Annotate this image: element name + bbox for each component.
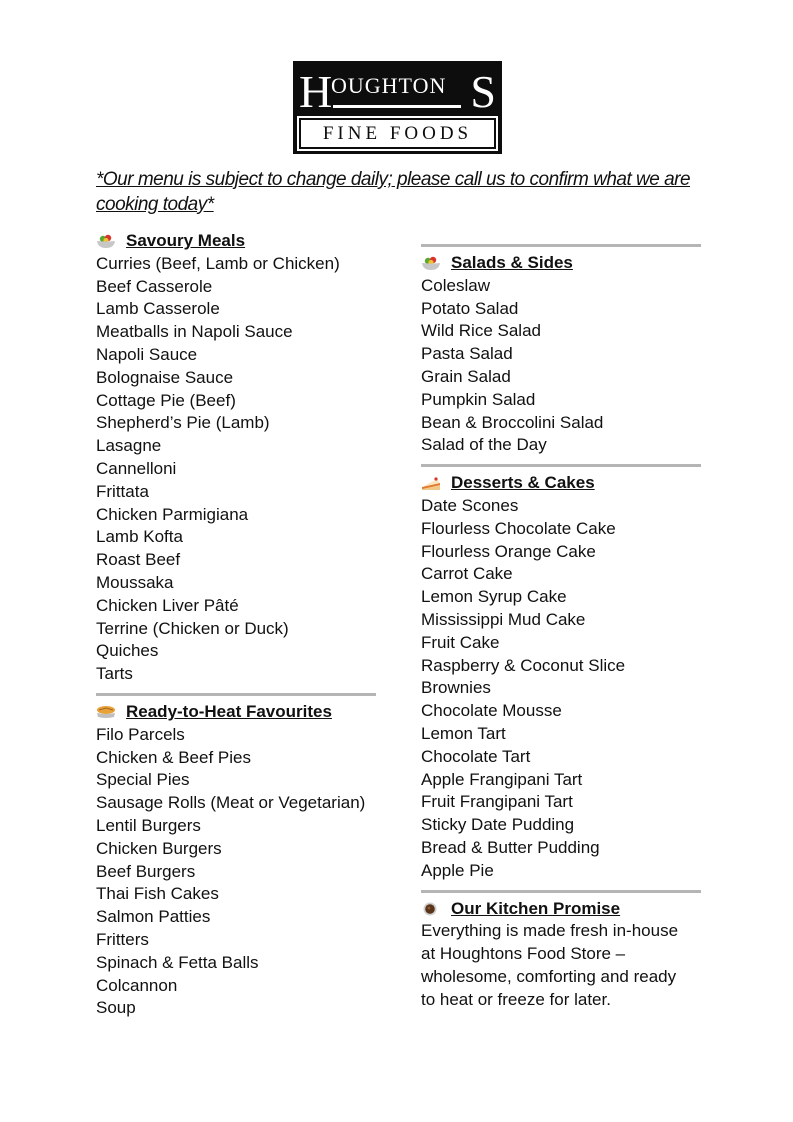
menu-item: Chicken Burgers <box>96 838 222 858</box>
menu-item: Sticky Date Pudding <box>421 815 575 835</box>
section-items <box>421 495 701 883</box>
menu-item: Wild Rice Salad <box>421 321 541 341</box>
menu-item: Special Pies <box>96 770 190 790</box>
menu-item: Potato Salad <box>421 298 519 318</box>
menu-item: Shepherd’s Pie (Lamb) <box>96 413 270 433</box>
section-title: Desserts & Cakes <box>451 473 595 493</box>
menu-change-notice: *Our menu is subject to change daily; please call us to confirm what we are cooking today* <box>96 169 691 215</box>
menu-item: Flourless Orange Cake <box>421 541 596 561</box>
menu-item: Chicken Liver Pâté <box>96 595 239 615</box>
menu-item: Sausage Rolls (Meat or Vegetarian) <box>96 793 366 813</box>
menu-item: Beef Burgers <box>96 861 196 881</box>
menu-item: Quiches <box>96 641 159 661</box>
section-heading <box>96 230 376 253</box>
pie-icon <box>96 704 116 720</box>
salad-bowl-icon <box>421 255 441 271</box>
menu-item: Lemon Tart <box>421 723 506 743</box>
menu-item: Spinach & Fetta Balls <box>96 952 259 972</box>
section-salads-sides <box>421 252 701 457</box>
left-column <box>96 230 376 1020</box>
menu-item: Brownies <box>421 678 491 698</box>
menu-item: Pumpkin Salad <box>421 389 536 409</box>
menu-item: Lasagne <box>96 436 162 456</box>
menu-item: Napoli Sauce <box>96 344 198 364</box>
section-heading <box>421 898 701 921</box>
menu-item: Cannelloni <box>96 458 177 478</box>
section-heading <box>421 472 701 495</box>
right-column <box>421 230 701 1012</box>
promise-text <box>421 920 701 1011</box>
menu-item: Date Scones <box>421 495 519 515</box>
promise-line: Everything is made fresh in-house <box>421 921 679 941</box>
section-ready-to-heat <box>96 701 376 1020</box>
menu-item: Moussaka <box>96 572 174 592</box>
menu-item: Lamb Casserole <box>96 299 220 319</box>
menu-item: Chicken & Beef Pies <box>96 747 251 767</box>
menu-item: Tarts <box>96 664 133 684</box>
menu-item: Meatballs in Napoli Sauce <box>96 322 293 342</box>
menu-item: Salad of the Day <box>421 435 547 455</box>
menu-item: Mississippi Mud Cake <box>421 609 586 629</box>
menu-item: Grain Salad <box>421 366 511 386</box>
menu-item: Pasta Salad <box>421 344 513 364</box>
promise-line: to heat or freeze for later. <box>421 989 611 1009</box>
menu-item: Soup <box>96 998 136 1018</box>
section-title: Our Kitchen Promise <box>451 898 621 918</box>
promise-line: wholesome, comforting and ready <box>421 966 677 986</box>
menu-item: Thai Fish Cakes <box>96 884 219 904</box>
section-items <box>96 253 376 686</box>
logo-middle-letters: OUGHTON <box>331 73 447 98</box>
menu-item: Bean & Broccolini Salad <box>421 412 604 432</box>
section-kitchen-promise <box>421 898 701 1012</box>
logo-letter-s: S <box>470 66 496 117</box>
menu-item: Apple Frangipani Tart <box>421 769 583 789</box>
menu-item: Frittata <box>96 481 149 501</box>
logo-underline <box>333 105 461 108</box>
menu-item: Terrine (Chicken or Duck) <box>96 618 289 638</box>
menu-item: Coleslaw <box>421 275 490 295</box>
menu-item: Fruit Frangipani Tart <box>421 792 573 812</box>
menu-item: Colcannon <box>96 975 178 995</box>
promise-line: at Houghtons Food Store – <box>421 944 626 964</box>
logo-tagline: FINE FOODS <box>299 118 496 149</box>
menu-item: Curries (Beef, Lamb or Chicken) <box>96 253 340 273</box>
menu-item: Lentil Burgers <box>96 815 201 835</box>
menu-item: Fritters <box>96 929 149 949</box>
section-items <box>96 724 376 1020</box>
salad-bowl-icon <box>96 233 116 249</box>
pot-icon <box>421 901 441 917</box>
menu-item: Filo Parcels <box>96 724 185 744</box>
menu-item: Bolognaise Sauce <box>96 367 234 387</box>
section-items <box>421 275 701 457</box>
cake-slice-icon <box>421 476 441 492</box>
section-title: Savoury Meals <box>126 231 246 250</box>
menu-item: Raspberry & Coconut Slice <box>421 655 626 675</box>
houghtons-logo <box>293 61 502 154</box>
section-title: Salads & Sides <box>451 253 573 272</box>
section-title: Ready-to-Heat Favourites <box>126 701 332 721</box>
section-heading <box>421 252 701 275</box>
menu-item: Chocolate Tart <box>421 746 531 766</box>
logo-letter-h: H <box>299 66 333 117</box>
section-heading <box>96 701 376 724</box>
logo-wordmark <box>293 65 502 119</box>
menu-item: Bread & Butter Pudding <box>421 837 600 857</box>
menu-item: Chocolate Mousse <box>421 701 562 721</box>
menu-item: Flourless Chocolate Cake <box>421 518 616 538</box>
menu-item: Chicken Parmigiana <box>96 504 249 524</box>
menu-item: Fruit Cake <box>421 632 500 652</box>
section-savoury-meals <box>96 230 376 686</box>
menu-item: Lamb Kofta <box>96 527 183 547</box>
menu-item: Cottage Pie (Beef) <box>96 390 236 410</box>
section-desserts-cakes <box>421 472 701 882</box>
menu-item: Roast Beef <box>96 550 181 570</box>
menu-item: Salmon Patties <box>96 907 211 927</box>
menu-item: Carrot Cake <box>421 564 513 584</box>
menu-item: Lemon Syrup Cake <box>421 587 567 607</box>
menu-item: Beef Casserole <box>96 276 213 296</box>
menu-item: Apple Pie <box>421 860 494 880</box>
